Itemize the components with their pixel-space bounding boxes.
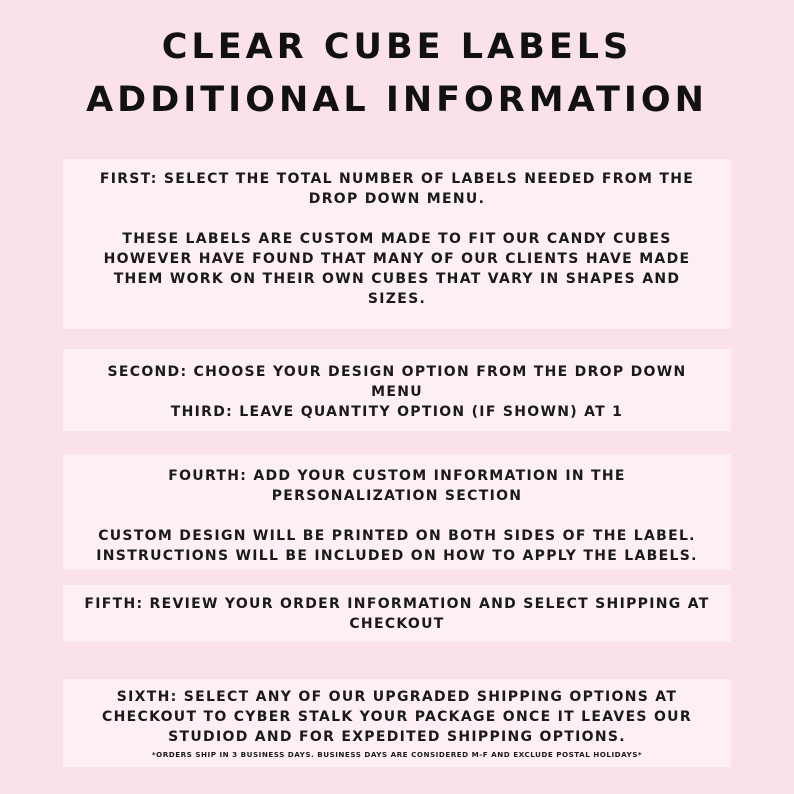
paragraph-gap bbox=[83, 506, 711, 526]
step-fifth-text: FIFTH: REVIEW YOUR ORDER INFORMATION AND SELECT SHIPPING AT CHECKOUT bbox=[84, 596, 710, 632]
shipping-note: *ORDERS SHIP IN 3 BUSINESS DAYS. BUSINESS DAYS ARE CONSIDERED M-F AND EXCLUDE POSTAL HOLIDAYS* bbox=[151, 750, 643, 759]
info-card-first bbox=[63, 159, 731, 329]
page-title-line-1: CLEAR CUBE LABELS bbox=[161, 27, 633, 67]
labels-fit-text: THESE LABELS ARE CUSTOM MADE TO FIT OUR CANDY CUBES HOWEVER HAVE FOUND THAT MANY OF OUR CLIENTS HAVE MADE THEM WORK ON THEIR OWN CUBES THAT VARY IN SHAPES AND SIZES. bbox=[103, 231, 691, 307]
info-card-fifth bbox=[63, 585, 731, 642]
info-card-sixth bbox=[63, 679, 731, 767]
custom-design-text: CUSTOM DESIGN WILL BE PRINTED ON BOTH SIDES OF THE LABEL. INSTRUCTIONS WILL BE INCLUDED ON HOW TO APPLY THE LABELS. bbox=[96, 528, 698, 564]
step-second-text: SECOND: CHOOSE YOUR DESIGN OPTION FROM THE DROP DOWN MENU bbox=[107, 364, 687, 400]
step-fourth-text: FOURTH: ADD YOUR CUSTOM INFORMATION IN THE PERSONALIZATION SECTION bbox=[168, 468, 626, 504]
step-first-text: FIRST: SELECT THE TOTAL NUMBER OF LABELS NEEDED FROM THE DROP DOWN MENU. bbox=[99, 171, 695, 207]
step-third-text: THIRD: LEAVE QUANTITY OPTION (IF SHOWN) AT 1 bbox=[170, 404, 624, 420]
page-title-line-2: ADDITIONAL INFORMATION bbox=[86, 80, 708, 120]
paragraph-gap bbox=[83, 209, 711, 229]
info-card-second-third bbox=[63, 349, 731, 431]
info-card-fourth bbox=[63, 454, 731, 570]
step-sixth-text: SIXTH: SELECT ANY OF OUR UPGRADED SHIPPING OPTIONS AT CHECKOUT TO CYBER STALK YOUR PACKAGE ONCE IT LEAVES OUR STUDIOD AND FOR EXPEDITED SHIPPING OPTIONS. bbox=[102, 689, 692, 745]
